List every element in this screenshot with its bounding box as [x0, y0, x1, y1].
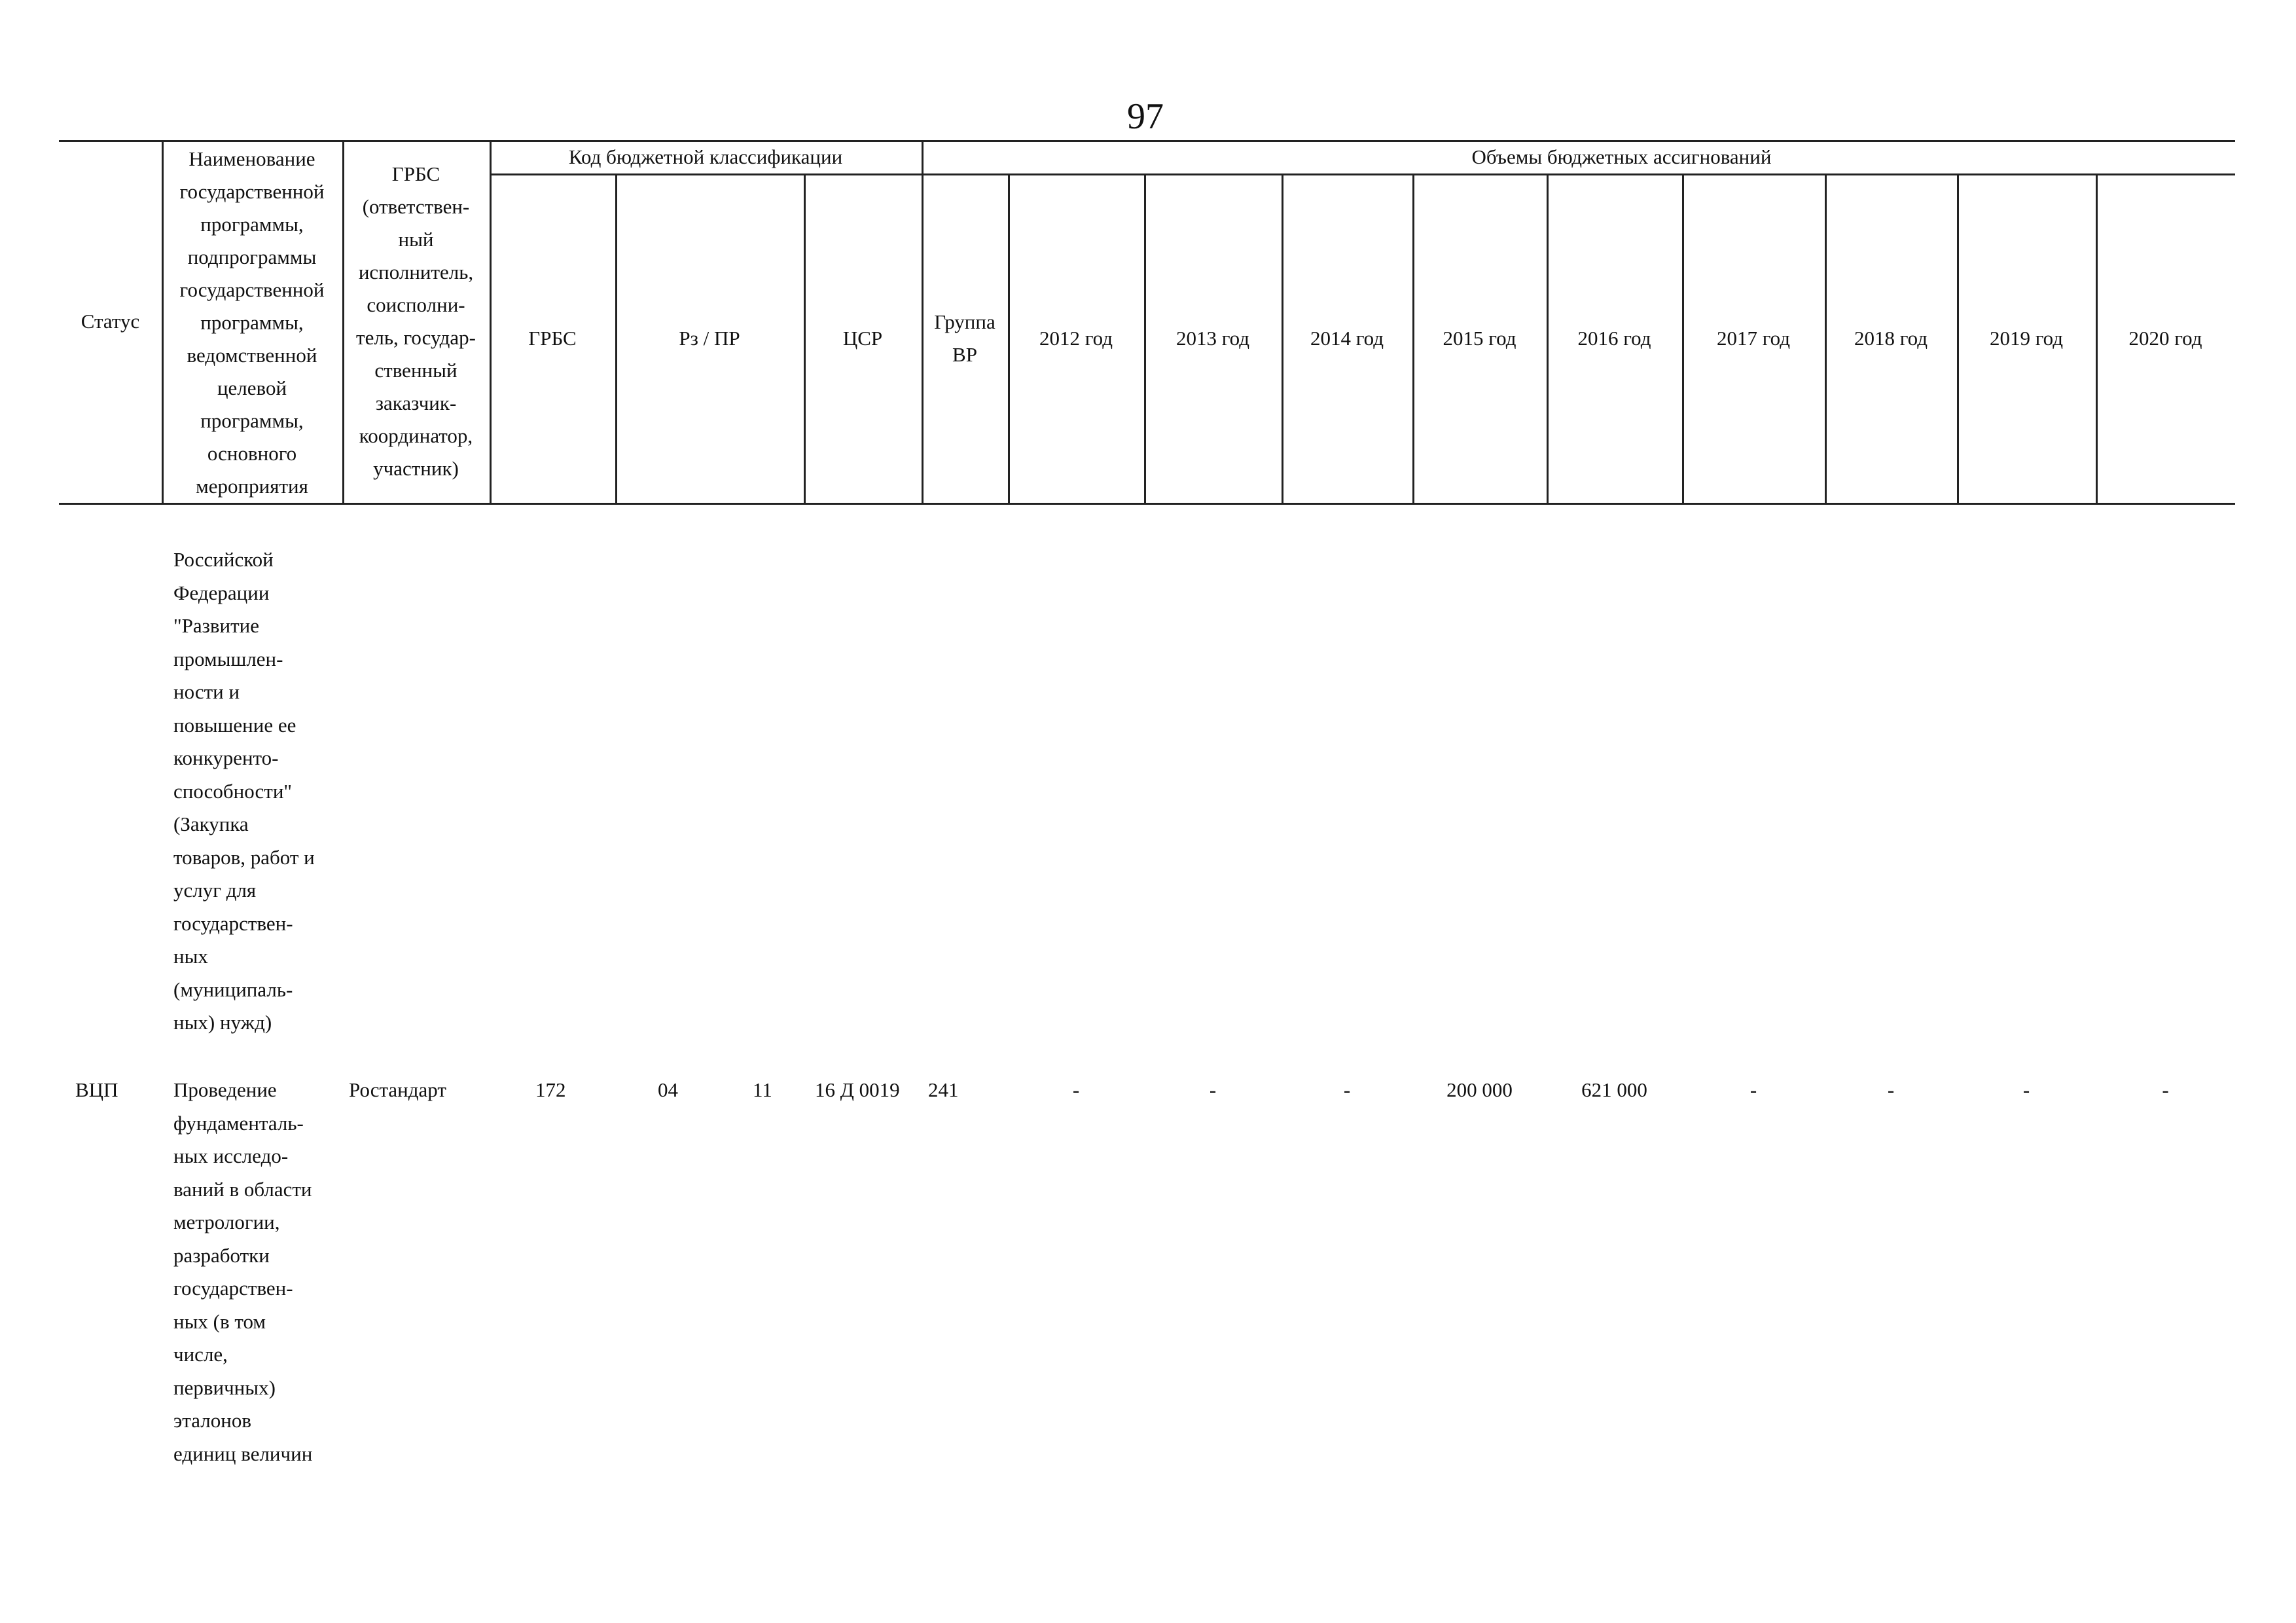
header-year-2020: 2020 год	[2128, 326, 2202, 350]
row-value-2018: -	[1887, 1078, 1895, 1101]
row-name: Проведение фундаменталь- ных исследо- ваний в области метрологии, разработки государствен- ных (в том числе, первичных) эталонов единиц величин	[173, 1078, 313, 1465]
header-volumes-group: Объемы бюджетных ассигнований	[1471, 145, 1772, 168]
row-vr: 241	[928, 1078, 959, 1101]
header-bottom-rule	[59, 503, 2235, 505]
row-value-2015: 200 000	[1446, 1078, 1513, 1101]
header-year-2014: 2014 год	[1310, 326, 1384, 350]
row-value-2013: -	[1209, 1078, 1217, 1101]
header-year-2019: 2019 год	[1989, 326, 2064, 350]
row-value-2020: -	[2162, 1078, 2169, 1101]
continuation-name-text: Российской Федерации "Развитие промышлен- ности и повышение ее конкуренто- способности" (Закупка товаров, работ и услуг для государствен- ных (муниципаль- ных) нужд)	[173, 548, 315, 1034]
row-value-2012: -	[1072, 1078, 1080, 1101]
header-status: Статус	[81, 310, 140, 333]
row-rz: 04	[658, 1078, 678, 1101]
row-value-2019: -	[2022, 1078, 2030, 1101]
header-year-2012: 2012 год	[1039, 326, 1113, 350]
header-year-2017: 2017 год	[1716, 326, 1791, 350]
row-grbs: 172	[535, 1078, 566, 1101]
header-grbs-responsible: ГРБС (ответствен- ный исполнитель, соисполни- тель, государ- ственный заказчик- координатор, участник)	[356, 162, 476, 480]
row-grbs-responsible: Ростандарт	[349, 1078, 446, 1101]
row-value-2014: -	[1343, 1078, 1351, 1101]
header-year-2013: 2013 год	[1175, 326, 1250, 350]
header-code-vr: Группа ВР	[934, 310, 996, 366]
header-year-2015: 2015 год	[1443, 326, 1516, 350]
row-pr: 11	[753, 1078, 772, 1101]
row-csr: 16 Д 0019	[815, 1078, 900, 1101]
header-year-2018: 2018 год	[1854, 326, 1928, 350]
header-code-csr: ЦСР	[842, 326, 883, 350]
page-number: 97	[1127, 96, 1164, 137]
header-code-grbs: ГРБС	[528, 326, 577, 350]
row-value-2017: -	[1749, 1078, 1757, 1101]
header-name: Наименование государственной программы, подпрограммы государственной программы, ведомственной целевой программы, основного мероприятия	[179, 147, 325, 498]
header-code-rzpr: Рз / ПР	[679, 326, 740, 350]
row-value-2016: 621 000	[1581, 1078, 1647, 1101]
row-status: ВЦП	[75, 1078, 118, 1101]
header-year-2016: 2016 год	[1577, 326, 1651, 350]
header-code-group: Код бюджетной классификации	[568, 145, 843, 168]
